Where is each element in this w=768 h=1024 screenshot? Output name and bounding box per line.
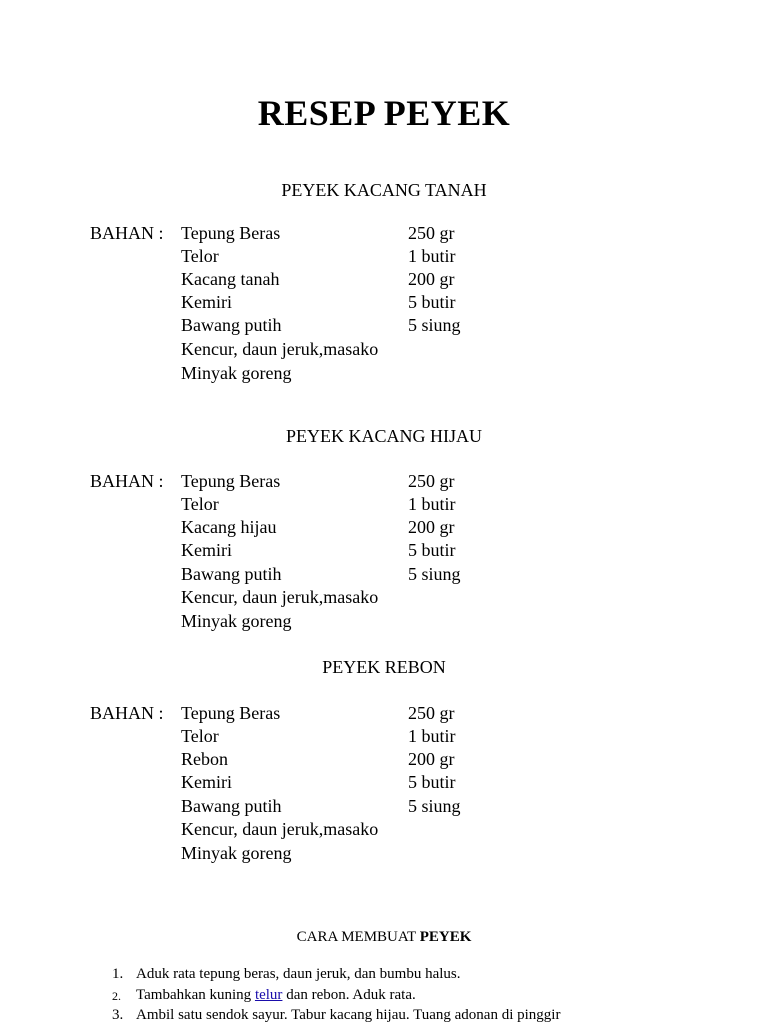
ingredient-qty: 5 siung xyxy=(408,315,461,335)
step-text: Aduk rata tepung beras, daun jeruk, dan bumbu halus. xyxy=(136,966,461,982)
ingredient-name: Minyak goreng xyxy=(181,843,292,863)
section-heading-kacang-tanah: PEYEK KACANG TANAH xyxy=(281,180,487,200)
ingredient-name: Kencur, daun jeruk,masako xyxy=(181,339,379,359)
step-text: Ambil satu sendok sayur. Tabur kacang hijau. Tuang adonan di pinggir xyxy=(136,1007,561,1023)
method-heading xyxy=(0,929,768,946)
ingredient-qty: 5 butir xyxy=(408,292,456,312)
ingredient-name: Rebon xyxy=(181,749,228,769)
ingredient-name: Tepung Beras xyxy=(181,223,281,243)
step-text xyxy=(136,987,416,1004)
bahan-label: BAHAN : xyxy=(90,471,164,491)
step-text-before: Tambahkan kuning xyxy=(136,987,255,1003)
bahan-label: BAHAN : xyxy=(90,703,164,723)
section-heading-rebon: PEYEK REBON xyxy=(322,657,446,677)
ingredient-qty: 200 gr xyxy=(408,269,455,289)
ingredient-name: Minyak goreng xyxy=(181,611,292,631)
page-title: RESEP PEYEK xyxy=(257,93,511,133)
ingredient-name: Bawang putih xyxy=(181,796,282,816)
ingredient-name: Minyak goreng xyxy=(181,363,292,383)
ingredient-name: Kacang tanah xyxy=(181,269,280,289)
telur-link[interactable]: telur xyxy=(254,987,283,1003)
ingredient-qty: 5 butir xyxy=(408,772,456,792)
step-number: 3. xyxy=(112,1007,124,1023)
bahan-label: BAHAN : xyxy=(90,223,164,243)
method-heading-prefix: CARA MEMBUAT xyxy=(296,929,420,945)
step-number: 1. xyxy=(112,966,124,982)
ingredient-name: Kacang hijau xyxy=(181,517,277,537)
ingredient-qty: 1 butir xyxy=(408,494,456,514)
ingredient-qty: 200 gr xyxy=(408,749,455,769)
ingredient-name: Telor xyxy=(181,246,219,266)
ingredient-qty: 250 gr xyxy=(408,703,455,723)
ingredient-qty: 5 butir xyxy=(408,540,456,560)
section-heading-kacang-hijau: PEYEK KACANG HIJAU xyxy=(286,426,482,446)
ingredient-name: Telor xyxy=(181,494,219,514)
ingredient-name: Tepung Beras xyxy=(181,703,281,723)
ingredient-qty: 250 gr xyxy=(408,223,455,243)
ingredient-name: Telor xyxy=(181,726,219,746)
ingredient-qty: 5 siung xyxy=(408,796,461,816)
ingredient-qty: 250 gr xyxy=(408,471,455,491)
ingredient-qty: 1 butir xyxy=(408,246,456,266)
ingredient-name: Kemiri xyxy=(181,292,232,312)
ingredient-name: Kencur, daun jeruk,masako xyxy=(181,587,379,607)
ingredient-name: Tepung Beras xyxy=(181,471,281,491)
ingredient-name: Bawang putih xyxy=(181,564,282,584)
ingredient-name: Kencur, daun jeruk,masako xyxy=(181,819,379,839)
ingredient-name: Kemiri xyxy=(181,540,232,560)
ingredient-name: Bawang putih xyxy=(181,315,282,335)
ingredient-name: Kemiri xyxy=(181,772,232,792)
ingredient-qty: 1 butir xyxy=(408,726,456,746)
step-text-after: dan rebon. Aduk rata. xyxy=(282,987,416,1003)
method-heading-bold: PEYEK xyxy=(419,929,472,945)
ingredient-qty: 5 siung xyxy=(408,564,461,584)
ingredient-qty: 200 gr xyxy=(408,517,455,537)
step-number: 2. xyxy=(112,989,121,1003)
